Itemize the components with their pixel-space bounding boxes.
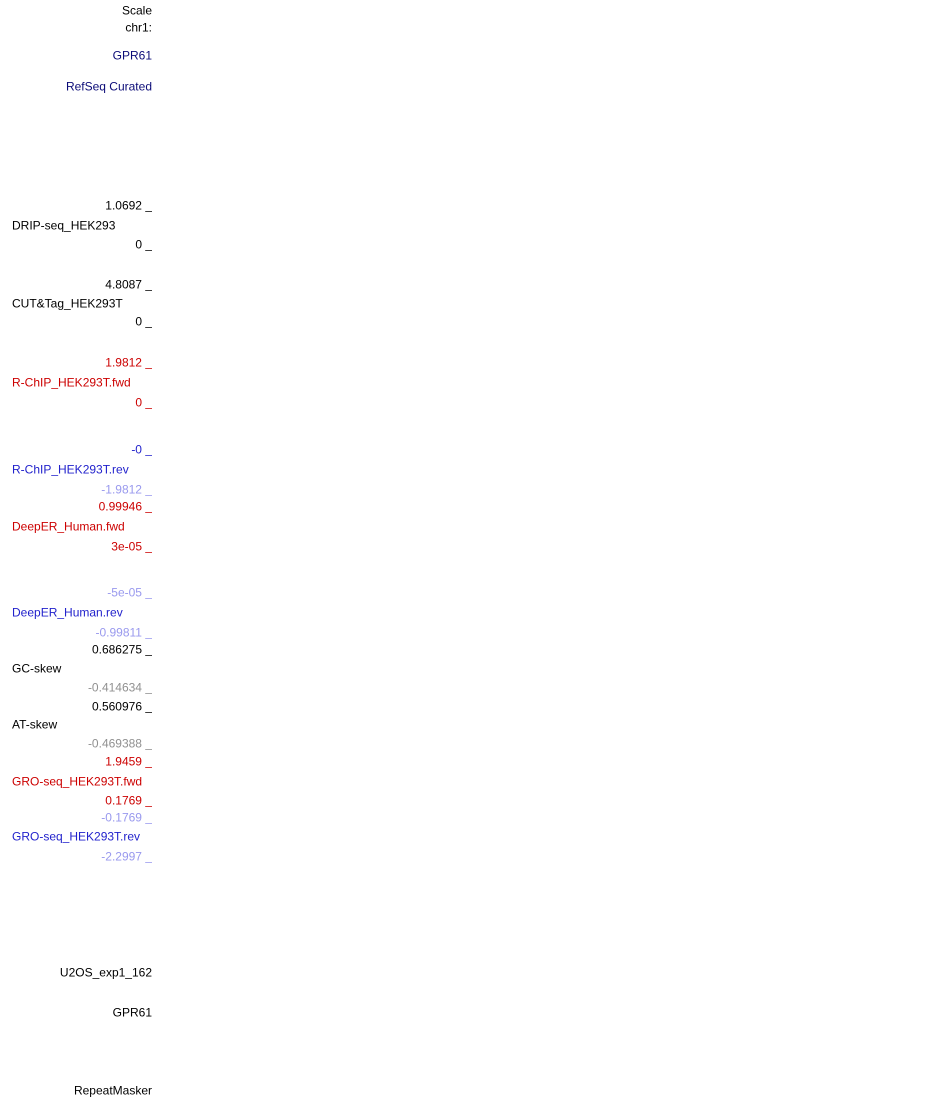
track-label-cut-tag-hek293t[interactable]: CUT&Tag_HEK293T	[12, 296, 123, 311]
track-label-deeper-human-rev[interactable]: DeepER_Human.rev	[12, 605, 123, 620]
axis-max-gc-skew: 0.686275 _	[91, 642, 152, 657]
scale-label: Scale	[121, 3, 152, 18]
track-label-gc-skew[interactable]: GC-skew	[12, 661, 62, 676]
axis-min-gc-skew: -0.414634 _	[87, 680, 152, 695]
track-label-rchip-hek293t-rev[interactable]: R-ChIP_HEK293T.rev	[12, 462, 129, 477]
track-label-deeper-human-fwd[interactable]: DeepER_Human.fwd	[12, 519, 125, 534]
axis-max-at-skew: 0.560976 _	[91, 699, 152, 714]
axis-max-deeper-fwd: 0.99946 _	[98, 499, 152, 514]
track-data-area	[152, 0, 950, 1103]
axis-min-at-skew: -0.469388 _	[87, 736, 152, 751]
axis-min-deeper-fwd: 3e-05 _	[111, 539, 152, 554]
axis-max-drip-seq: 1.0692 _	[105, 198, 152, 213]
gene-label-gpr61-bottom[interactable]: GPR61	[112, 1005, 152, 1020]
track-label-gro-seq-hek293t-rev[interactable]: GRO-seq_HEK293T.rev	[12, 829, 141, 844]
axis-min-gro-seq-fwd: 0.1769 _	[105, 793, 152, 808]
axis-max-deeper-rev: -5e-05 _	[107, 585, 152, 600]
axis-max-rchip-fwd: 1.9812 _	[105, 355, 152, 370]
chrom-position-label: chr1:	[125, 20, 152, 35]
track-label-repeatmasker[interactable]: RepeatMasker	[73, 1083, 152, 1098]
axis-max-cut-tag: 4.8087 _	[105, 277, 152, 292]
axis-min-rchip-rev: -1.9812 _	[101, 482, 152, 497]
track-label-drip-seq-hek293[interactable]: DRIP-seq_HEK293	[12, 218, 116, 233]
axis-max-gro-seq-fwd: 1.9459 _	[105, 754, 152, 769]
axis-min-deeper-rev: -0.99811 _	[95, 625, 152, 640]
track-label-u2os-exp1-162[interactable]: U2OS_exp1_162	[59, 965, 152, 980]
axis-max-gro-seq-rev: -0.1769 _	[101, 810, 152, 825]
axis-min-drip-seq: 0 _	[135, 237, 152, 252]
gene-label-gpr61[interactable]: GPR61	[112, 48, 152, 63]
track-label-at-skew[interactable]: AT-skew	[12, 717, 58, 732]
axis-min-rchip-fwd: 0 _	[135, 395, 152, 410]
track-label-refseq-curated[interactable]: RefSeq Curated	[65, 79, 152, 94]
axis-max-rchip-rev: -0 _	[131, 442, 152, 457]
track-label-gro-seq-hek293t-fwd[interactable]: GRO-seq_HEK293T.fwd	[12, 774, 143, 789]
axis-min-gro-seq-rev: -2.2997 _	[101, 849, 152, 864]
axis-min-cut-tag: 0 _	[135, 314, 152, 329]
track-label-rchip-hek293t-fwd[interactable]: R-ChIP_HEK293T.fwd	[12, 375, 131, 390]
